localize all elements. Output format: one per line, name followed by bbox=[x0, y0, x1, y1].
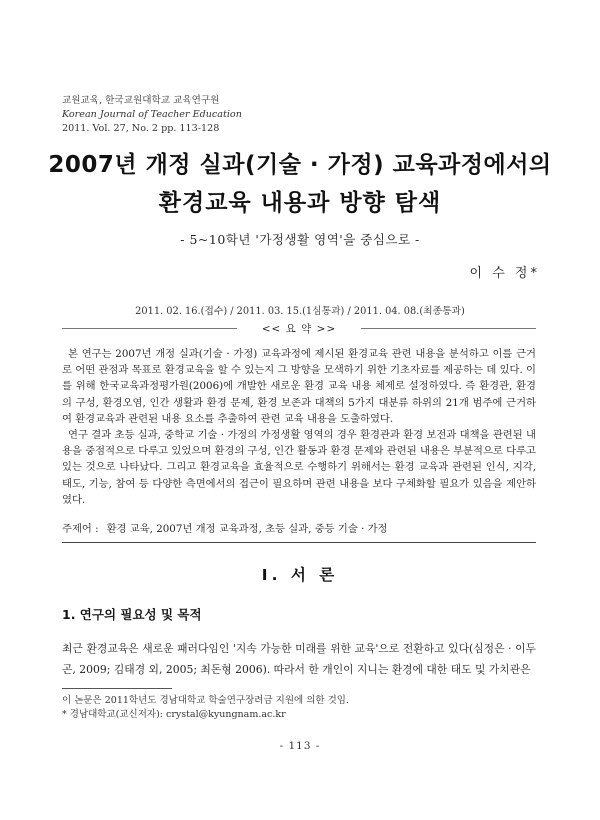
abstract-paragraph: 연구 결과 초등 실과, 중학교 기술 · 가정의 가정생활 영역의 경우 환경관과 환경 보전과 대책을 관련된 내용을 중점적으로 다루고 있었으며 환경의 구성, 인간 활동과 환경 문제와 관련된 내용은 부분적으로 다루고 있는 것으로 나타났다. 그리고 환경교육을 효율적으로 수행하기 위해서는 환경 교육과 관련된 인식, 지각, 태도, 기능, 참여 등 다양한 측면에서의 접근이 필요하며 관련 내용을 보다 구체화할 필요가 있음을 제안하였다. bbox=[62, 429, 536, 506]
page-number: - 113 - bbox=[279, 740, 321, 752]
subsection-heading: 1. 연구의 필요성 및 목적 bbox=[62, 607, 202, 622]
paper-title-line2: 환경교육 내용과 방향 탐색 bbox=[158, 190, 442, 216]
keywords-text: 환경 교육, 2007년 개정 교육과정, 초등 실과, 중등 기술 · 가정 bbox=[106, 523, 388, 535]
author-name: 이 수 정* bbox=[469, 266, 540, 281]
section-heading: Ⅰ. 서 론 bbox=[261, 566, 339, 584]
journal-name-kr: 교원교육, 한국교원대학교 교육연구원 bbox=[62, 95, 220, 106]
footnote-funding: 이 논문은 2011학년도 경남대학교 학술연구장려금 지원에 의한 것임. bbox=[62, 695, 349, 706]
journal-volume: 2011. Vol. 27, No. 2 pp. 113-128 bbox=[62, 123, 220, 134]
keywords-label: 주제어 : bbox=[62, 523, 99, 535]
keywords bbox=[62, 520, 388, 535]
abstract-body bbox=[62, 346, 536, 508]
abstract-label: << 요 약 >> bbox=[261, 323, 337, 335]
journal-header bbox=[62, 94, 242, 136]
footnote-rule bbox=[62, 688, 172, 689]
abstract-divider-right bbox=[361, 328, 536, 329]
body-paragraph: 최근 환경교육은 새로운 패러다임인 '지속 가능한 미래를 위한 교육'으로 전환하고 있다(심정은 · 이두곤, 2009; 김태경 외, 2005; 최돈형 2006). 따라서 한 개인이 지니는 환경에 대한 태도 및 가치관은 bbox=[62, 642, 536, 676]
paper-title-line1: 2007년 개정 실과(기술 · 가정) 교육과정에서의 bbox=[48, 152, 552, 178]
footnotes bbox=[62, 694, 349, 722]
paper-subtitle: - 5~10학년 '가정생활 영역'을 중심으로 - bbox=[180, 232, 420, 247]
review-dates: 2011. 02. 16.(접수) / 2011. 03. 15.(1심통과) / 2011. 04. 08.(최종통과) bbox=[135, 306, 465, 317]
abstract-bottom-rule bbox=[62, 542, 536, 543]
journal-name-en: Korean Journal of Teacher Education bbox=[62, 109, 242, 120]
abstract-header bbox=[62, 320, 536, 336]
abstract-paragraph: 본 연구는 2007년 개정 실과(기술 · 가정) 교육과정에 제시된 환경교육 관련 내용을 분석하고 이를 근거로 어떤 관점과 목표로 환경교육을 할 수 있는지 그 방향을 모색하기 위한 기초자료를 제공하는 데 있다. 이를 위해 한국교육과정평가원(2006)에 개발한 새로운 환경 교육 내용 체제로 설정하였다. 즉 환경관, 환경의 구성, 환경오염, 인간 생활과 환경 문제, 환경 보존과 대책의 5가지 대분류 하위의 21개 범주에 근거하여 환경교육과 관련된 내용 요소를 추출하여 관련 교육 내용을 도출하였다. bbox=[62, 348, 536, 425]
footnote-author: * 경남대학교(교신저자): crystal@kyungnam.ac.kr bbox=[62, 709, 286, 720]
